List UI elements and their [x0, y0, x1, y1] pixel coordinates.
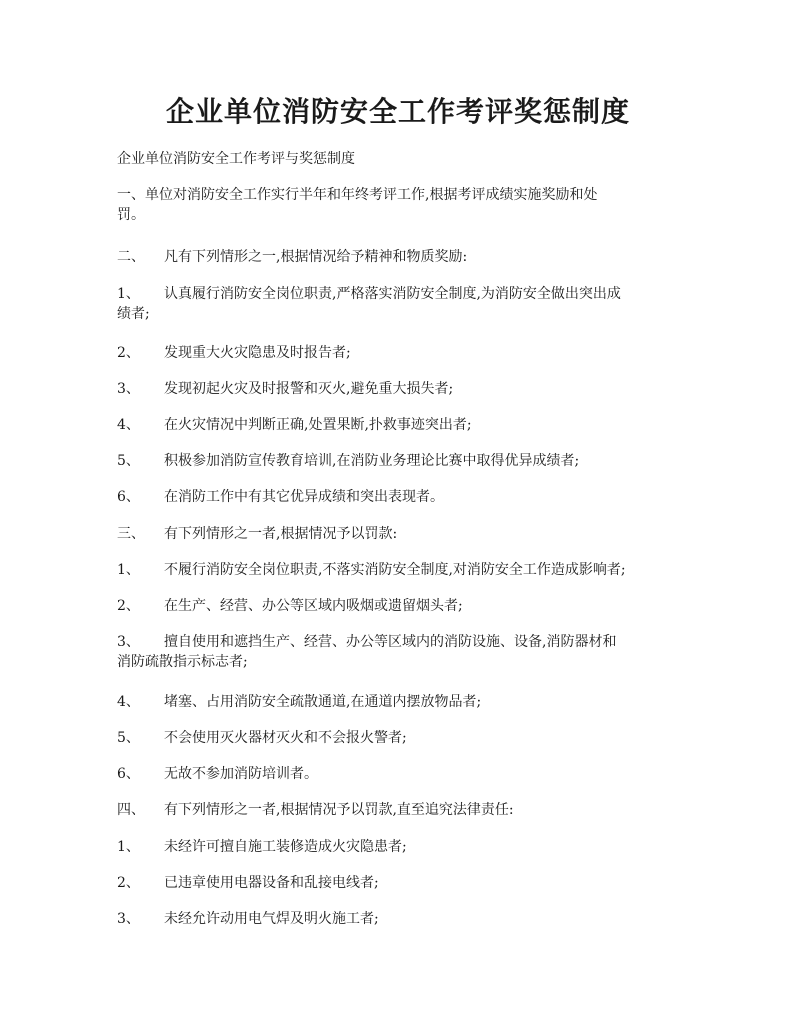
subtitle: 企业单位消防安全工作考评与奖惩制度 — [117, 151, 355, 167]
item-number: 5、 — [117, 453, 140, 469]
list-item — [117, 632, 689, 672]
list-item — [117, 451, 689, 471]
item-text: 认真履行消防安全岗位职责,严格落实消防安全制度,为消防安全做出突出成 — [164, 286, 621, 302]
section-number: 二、 — [117, 249, 145, 265]
item-text: 积极参加消防宣传教育培训,在消防业务理论比赛中取得优异成绩者; — [164, 453, 580, 469]
item-text: 在火灾情况中判断正确,处置果断,扑救事迹突出者; — [164, 417, 472, 433]
list-item — [117, 560, 689, 580]
item-text: 未经许可擅自施工装修造成火灾隐患者; — [164, 839, 407, 855]
section-heading-text: 有下列情形之一者,根据情况予以罚款,直至追究法律责任: — [164, 802, 514, 818]
item-text: 在生产、经营、办公等区域内吸烟或遗留烟头者; — [164, 598, 463, 614]
intro-line: 罚。 — [117, 207, 145, 223]
item-number: 2、 — [117, 345, 140, 361]
item-text: 发现初起火灾及时报警和灭火,避免重大损失者; — [164, 381, 454, 397]
section-heading — [117, 524, 689, 544]
item-text: 在消防工作中有其它优异成绩和突出表现者。 — [164, 489, 444, 505]
item-text: 已违章使用电器设备和乱接电线者; — [164, 875, 379, 891]
list-item — [117, 692, 689, 712]
list-item — [117, 837, 689, 857]
item-text: 擅自使用和遮挡生产、经营、办公等区域内的消防设施、设备,消防器材和 — [164, 634, 617, 650]
section-heading-text: 有下列情形之一者,根据情况予以罚款: — [164, 526, 398, 542]
page-title: 企业单位消防安全工作考评奖惩制度 — [165, 95, 630, 128]
item-text: 堵塞、占用消防安全疏散通道,在通道内摆放物品者; — [164, 694, 482, 710]
item-number: 3、 — [117, 634, 140, 650]
list-item — [117, 596, 689, 616]
list-item — [117, 873, 689, 893]
item-number: 4、 — [117, 417, 140, 433]
list-item — [117, 343, 689, 363]
section-heading — [117, 800, 689, 820]
item-text: 未经允许动用电气焊及明火施工者; — [164, 911, 379, 927]
section-number: 四、 — [117, 802, 145, 818]
item-text: 无故不参加消防培训者。 — [164, 766, 318, 782]
list-item — [117, 379, 689, 399]
item-number: 2、 — [117, 598, 140, 614]
item-number: 6、 — [117, 489, 140, 505]
intro-paragraph — [117, 185, 689, 225]
item-number: 1、 — [117, 839, 140, 855]
item-number: 6、 — [117, 766, 140, 782]
section-heading — [117, 247, 689, 267]
item-number: 1、 — [117, 562, 140, 578]
item-text: 发现重大火灾隐患及时报告者; — [164, 345, 351, 361]
intro-line: 一、单位对消防安全工作实行半年和年终考评工作,根据考评成绩实施奖励和处 — [117, 187, 598, 203]
section-number: 三、 — [117, 526, 145, 542]
item-number: 3、 — [117, 381, 140, 397]
section-heading-text: 凡有下列情形之一,根据情况给予精神和物质奖励: — [164, 249, 468, 265]
item-number: 5、 — [117, 730, 140, 746]
list-item — [117, 487, 689, 507]
item-number: 3、 — [117, 911, 140, 927]
list-item — [117, 728, 689, 748]
item-text: 不履行消防安全岗位职责,不落实消防安全制度,对消防安全工作造成影响者; — [164, 562, 626, 578]
item-number: 4、 — [117, 694, 140, 710]
item-text-cont: 消防疏散指示标志者; — [117, 654, 248, 670]
item-text-cont: 绩者; — [117, 306, 150, 322]
item-number: 2、 — [117, 875, 140, 891]
item-number: 1、 — [117, 286, 140, 302]
list-item — [117, 284, 689, 324]
list-item — [117, 764, 689, 784]
item-text: 不会使用灭火器材灭火和不会报火警者; — [164, 730, 407, 746]
list-item — [117, 909, 689, 929]
list-item — [117, 415, 689, 435]
